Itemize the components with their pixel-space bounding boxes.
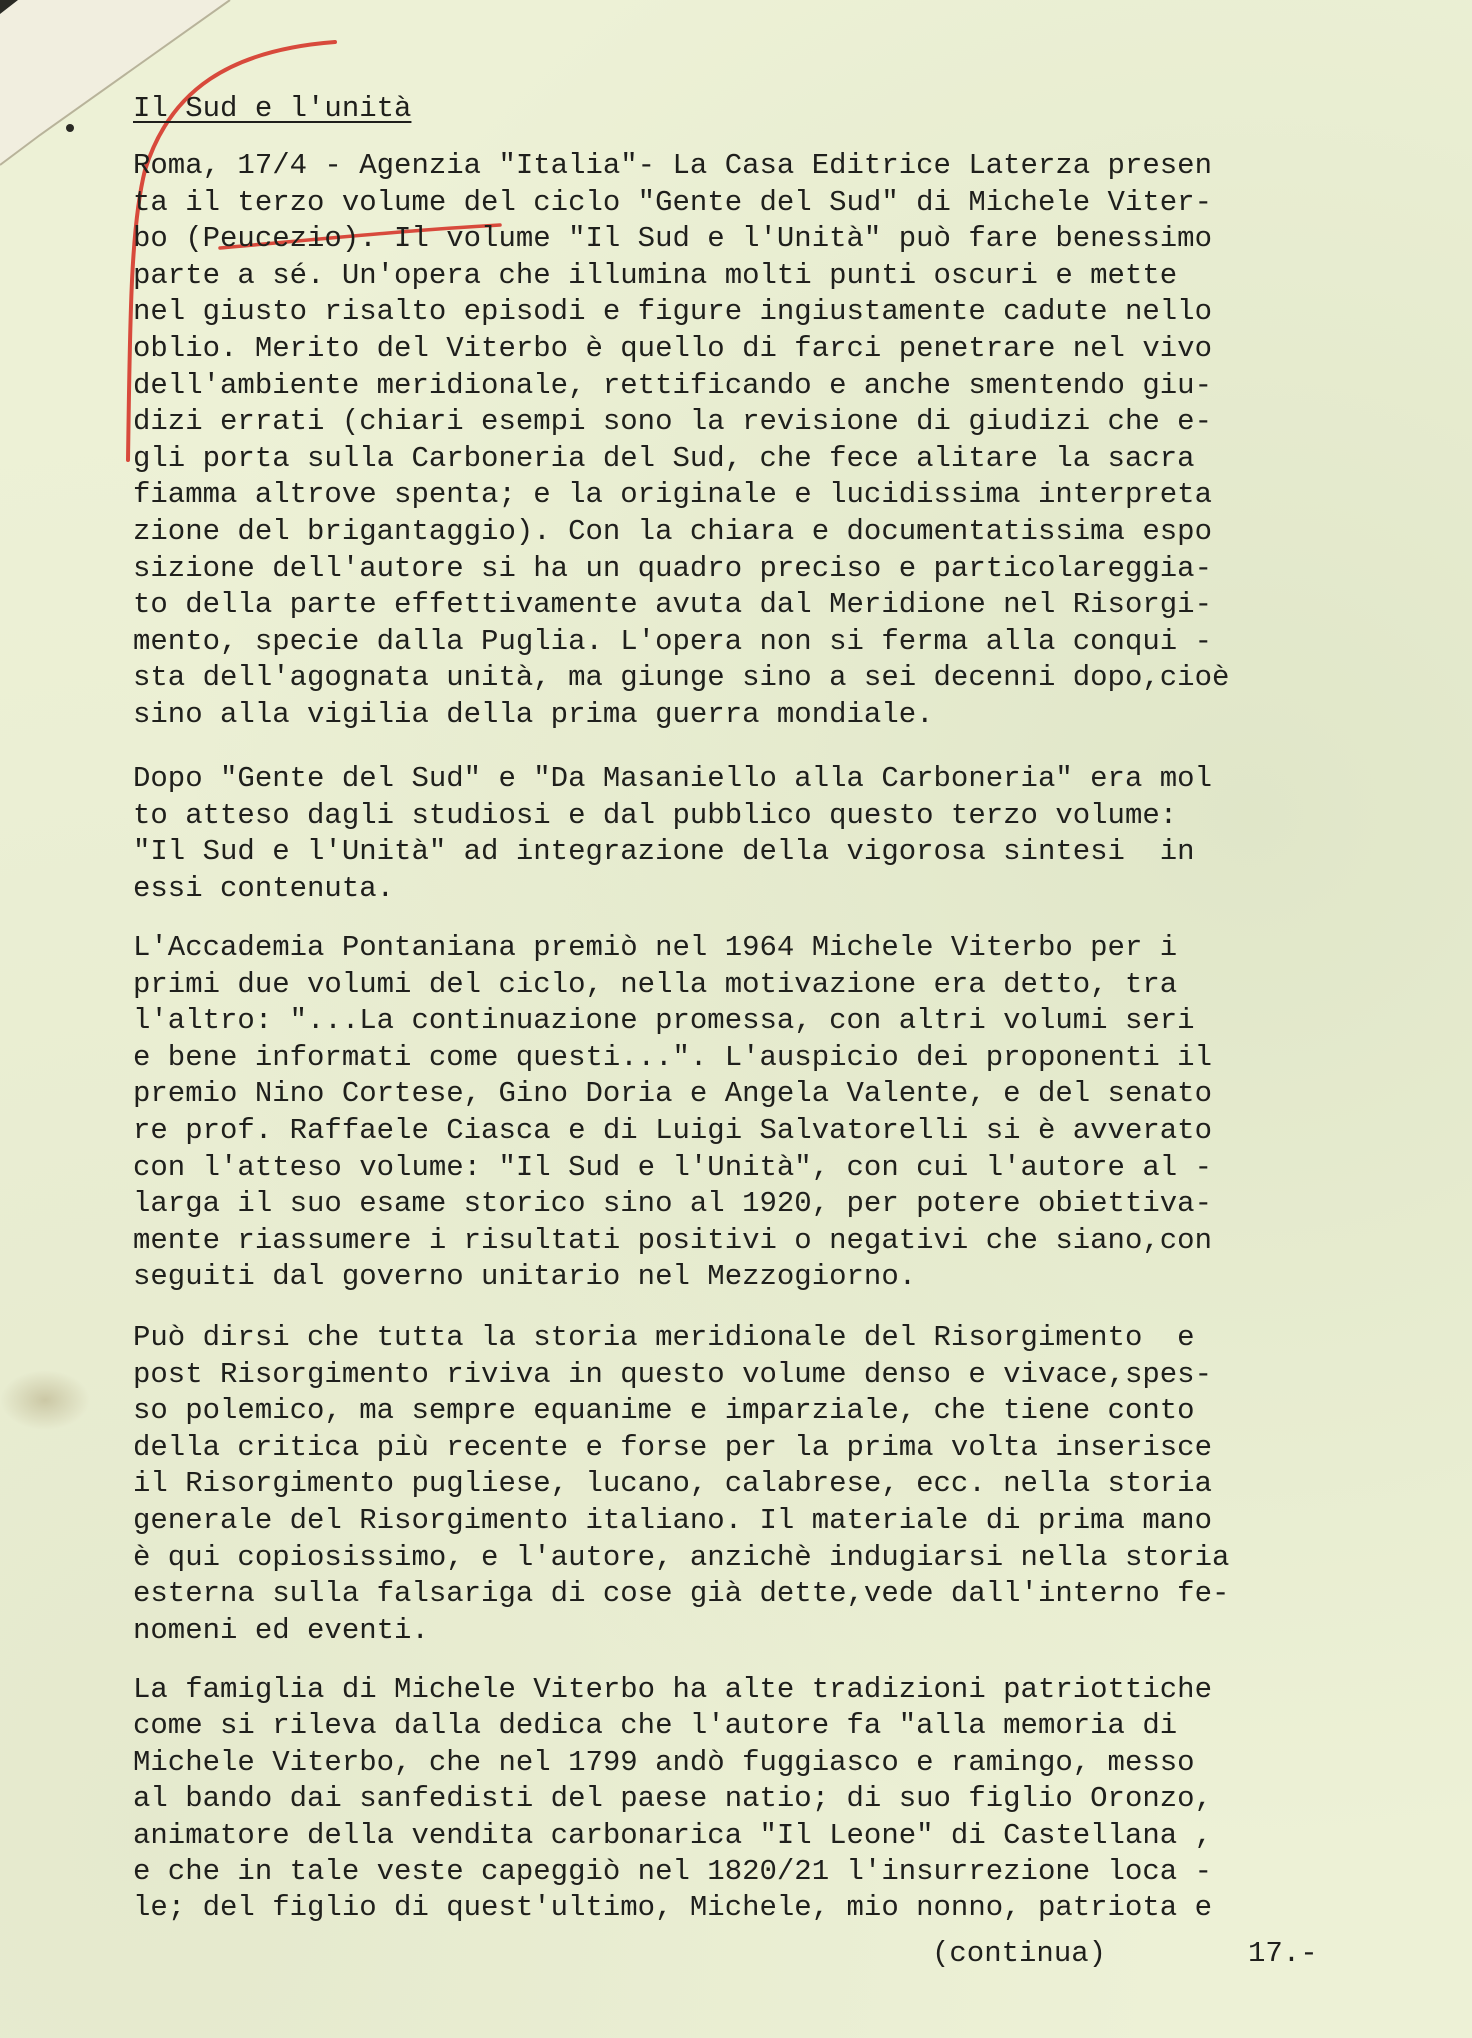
paragraph-1: Roma, 17/4 - Agenzia "Italia"- La Casa Editrice Laterza presen ta il terzo volume del ciclo "Gente del Sud" di Michele Viter- bo (Peucezio). Il volume "Il Sud e l'Unità" può fare benessimo parte a sé. Un'opera che illumina molti punti oscuri e mette nel giusto risalto episodi e figure ingiustamente cadute nello oblio. Merito del Viterbo è quello di farci penetrare nel vivo dell'ambiente meridionale, rettificando e anche smentendo giu- dizi errati (chiari esempi sono la revisione di giudizi che e- gli porta sulla Carboneria del Sud, che fece alitare la sacra fiamma altrove spenta; e la originale e lucidissima interpreta zione del brigantaggio). Con la chiara e documentatissima espo sizione dell'autore si ha un quadro preciso e particolareggia- to della parte effettivamente avuta dal Meridione nel Risorgi- mento, specie dalla Puglia. L'opera non si ferma alla conqui - sta dell'agognata unità, ma giunge sino a sei decenni dopo,cioè sino alla vigilia della prima guerra mondiale. <box>133 149 1230 731</box>
continuation-note: (continua) <box>932 1937 1107 1970</box>
paper-stain <box>0 1370 90 1430</box>
page-number: 17.- <box>1248 1937 1318 1970</box>
document-title: Il Sud e l'unità <box>133 92 412 125</box>
folded-corner <box>0 0 260 170</box>
ink-dot <box>66 124 74 132</box>
paragraph-3: L'Accademia Pontaniana premiò nel 1964 Michele Viterbo per i primi due volumi del ciclo, nella motivazione era detto, tra l'altro: "...La continuazione promessa, con altri volumi seri e bene informati come questi...". L'auspicio dei proponenti il premio Nino Cortese, Gino Doria e Angela Valente, e del senato re prof. Raffaele Ciasca e di Luigi Salvatorelli si è avverato con l'atteso volume: "Il Sud e l'Unità", con cui l'autore al - larga il suo esame storico sino al 1920, per potere obiettiva- mente riassumere i risultati positivi o negativi che siano,con seguiti dal governo unitario nel Mezzogiorno. <box>133 931 1212 1294</box>
paragraph-4: Può dirsi che tutta la storia meridionale del Risorgimento e post Risorgimento riviva in questo volume denso e vivace,spes- so polemico, ma sempre equanime e imparziale, che tiene conto della critica più recente e forse per la prima volta inserisce il Risorgimento pugliese, lucano, calabrese, ecc. nella storia generale del Risorgimento italiano. Il materiale di prima mano è qui copiosissimo, e l'autore, anzichè indugiarsi nella storia esterna sulla falsariga di cose già dette,vede dall'interno fe- nomeni ed eventi. <box>133 1321 1230 1647</box>
paragraph-5: La famiglia di Michele Viterbo ha alte tradizioni patriottiche come si rileva dalla dedica che l'autore fa "alla memoria di Michele Viterbo, che nel 1799 andò fuggiasco e ramingo, messo al bando dai sanfedisti del paese natio; di suo figlio Oronzo, animatore della vendita carbonarica "Il Leone" di Castellana , e che in tale veste capeggiò nel 1820/21 l'insurrezione loca - le; del figlio di quest'ultimo, Michele, mio nonno, patriota e <box>133 1673 1212 1925</box>
paragraph-2: Dopo "Gente del Sud" e "Da Masaniello alla Carboneria" era mol to atteso dagli studiosi e dal pubblico questo terzo volume: "Il Sud e l'Unità" ad integrazione della vigorosa sintesi in essi contenuta. <box>133 762 1212 905</box>
